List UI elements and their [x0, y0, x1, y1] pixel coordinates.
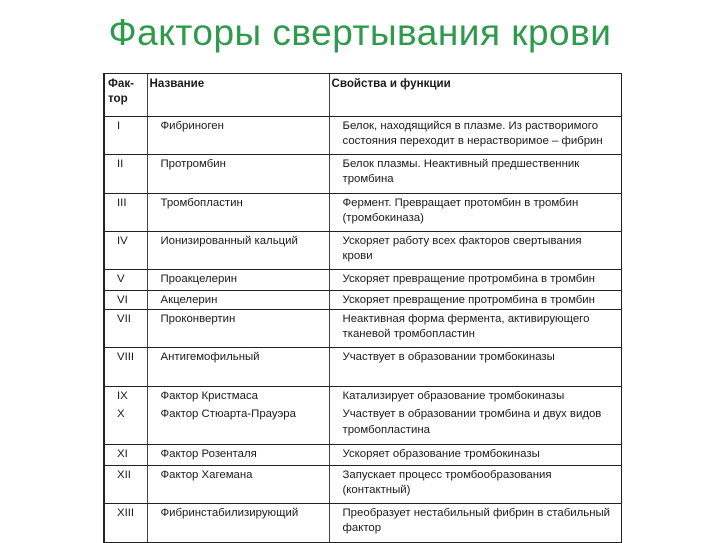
- factor-description: [329, 309, 621, 347]
- factor-name: Фактор Хагемана: [147, 465, 329, 503]
- header-factor: [104, 74, 147, 116]
- header-factor-line1: Фак-: [108, 77, 135, 90]
- description-line: Участвует в образовании тромбокиназы: [342, 350, 555, 363]
- factor-number: XIII: [104, 503, 147, 542]
- description-line: Неактивная форма фермента, активирующего: [342, 312, 590, 325]
- header-factor-line2: тор: [108, 92, 128, 105]
- coagulation-factors-table: [103, 74, 621, 543]
- table-row: [104, 231, 621, 269]
- coagulation-factors-table-container: [103, 73, 622, 543]
- factor-number: IX: [104, 386, 147, 405]
- factor-name: Проконвертин: [147, 309, 329, 347]
- table-row: [104, 269, 621, 290]
- factor-description: [329, 503, 621, 542]
- factor-description: [329, 231, 621, 269]
- description-line: Ускоряет работу всех факторов свертывания: [342, 234, 582, 247]
- factor-name: Тромбопластин: [147, 193, 329, 231]
- description-line: (контактный): [342, 484, 411, 496]
- factor-number: X: [104, 405, 147, 444]
- factor-description: [329, 444, 621, 465]
- factor-number: I: [104, 116, 147, 154]
- description-line: Белок, находящийся в плазме. Из растворимого: [342, 119, 599, 132]
- description-line: Преобразует нестабильный фибрин в стабильный: [342, 506, 611, 519]
- slide-title: Факторы свертывания крови: [108, 12, 612, 53]
- factor-number: V: [104, 269, 147, 290]
- factor-name: Фактор Кристмаса: [147, 386, 329, 405]
- factor-name: Антигемофильный: [147, 347, 329, 386]
- factor-name: Фактор Стюарта-Прауэра: [147, 405, 329, 444]
- description-line: Ускоряет образование тромбокиназы: [342, 447, 540, 460]
- description-line: фактор: [342, 522, 382, 534]
- description-line: Белок плазмы. Неактивный предшественник: [342, 157, 580, 170]
- table-row: [104, 193, 621, 231]
- table-body: [104, 116, 621, 542]
- factor-name: Проакцелерин: [147, 269, 329, 290]
- factor-name: Фактор Розенталя: [147, 444, 329, 465]
- header-properties: Свойства и функции: [329, 74, 621, 116]
- factor-number: VI: [104, 290, 147, 309]
- description-line: Ускоряет превращение протромбина в тромбин: [342, 272, 595, 285]
- factor-number: VIII: [104, 347, 147, 386]
- description-line: крови: [342, 250, 373, 262]
- factor-number: VII: [104, 309, 147, 347]
- factor-description: [329, 465, 621, 503]
- factor-name: Ионизированный кальций: [147, 231, 329, 269]
- table-row: [104, 290, 621, 309]
- header-name: Название: [147, 74, 329, 116]
- factor-description: [329, 405, 621, 444]
- description-line: Ускоряет превращение протромбина в тромбин: [342, 293, 595, 306]
- factor-description: [329, 154, 621, 193]
- factor-description: [329, 116, 621, 154]
- table-row: [104, 405, 621, 444]
- factor-name: Фибриноген: [147, 116, 329, 154]
- factor-number: XI: [104, 444, 147, 465]
- description-line: Фермент. Превращает протомбин в тромбин: [342, 196, 579, 209]
- factor-description: [329, 347, 621, 386]
- table-row: [104, 386, 621, 405]
- table-row: [104, 444, 621, 465]
- factor-description: [329, 193, 621, 231]
- factor-name: Фибринстабилизирующий: [147, 503, 329, 542]
- table-row: [104, 465, 621, 503]
- factor-number: III: [104, 193, 147, 231]
- factor-number: IV: [104, 231, 147, 269]
- description-line: Запускает процесс тромбообразования: [342, 468, 552, 481]
- factor-description: [329, 269, 621, 290]
- header-row: [104, 74, 621, 116]
- factor-number: XII: [104, 465, 147, 503]
- description-line: Участвует в образовании тромбина и двух видов: [342, 408, 602, 420]
- table-row: [104, 116, 621, 154]
- description-line: тканевой тромбопластин: [342, 328, 475, 340]
- factor-number: II: [104, 154, 147, 193]
- factor-name: Акцелерин: [147, 290, 329, 309]
- factor-name: Протромбин: [147, 154, 329, 193]
- description-line: тромбопластина: [342, 423, 430, 436]
- description-line: состояния переходит в нерастворимое – фибрин: [342, 135, 603, 147]
- description-line: тромбина: [342, 173, 394, 185]
- table-row: [104, 309, 621, 347]
- description-line: Катализирует образование тромбокиназы: [342, 389, 565, 402]
- table-row: [104, 503, 621, 542]
- factor-description: [329, 386, 621, 405]
- table-row: [104, 347, 621, 386]
- description-line: (тромбокиназа): [342, 212, 424, 224]
- factor-description: [329, 290, 621, 309]
- table-row: [104, 154, 621, 193]
